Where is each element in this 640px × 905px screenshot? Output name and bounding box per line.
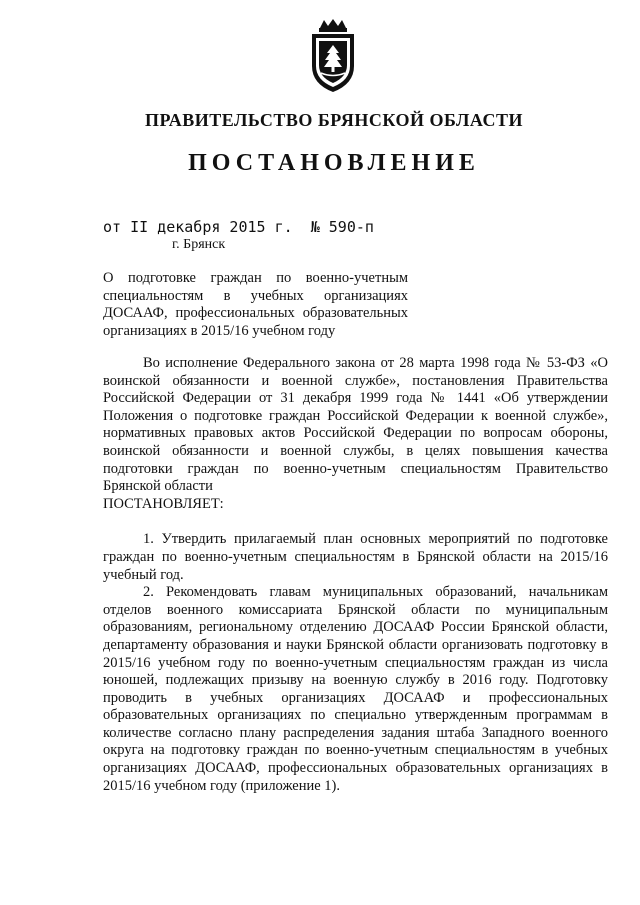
coat-of-arms-emblem xyxy=(302,18,364,94)
date-and-number: от II декабря 2015 г. № 590-п xyxy=(103,218,374,236)
document-type-title: ПОСТАНОВЛЕНИЕ xyxy=(188,150,480,176)
item-1-paragraph: 1. Утвердить прилагаемый план основных мероприятий по подготовке граждан по военно-учетным специальностям в Брянской области на 2015/16 учебный год. xyxy=(103,531,608,583)
government-name: ПРАВИТЕЛЬСТВО БРЯНСКОЙ ОБЛАСТИ xyxy=(145,110,523,130)
preamble-paragraph: Во исполнение Федерального закона от 28 марта 1998 года № 53-ФЗ «О воинской обязанности и военной службе», постановления Правительства Российской Федерации от 31 декабря 1999 года № 1441 «Об утверждении Положения о подготовке граждан Российской Федерации к военной службе», нормативных правовых актов Российской Федерации по вопросам обороны, воинской обязанности и военной службы, в целях повышения качества подготовки граждан по военно-учетным специальностям Правительство Брянской области xyxy=(103,355,608,495)
item-2-paragraph: 2. Рекомендовать главам муниципальных образований, начальникам отделов военного комиссариата Брянской области по муниципальным образованиям, региональному отделению ДОСААФ России Брянской области, департаменту образования и науки Брянской области организовать подготовку в 2015/16 учебном году по военно-учетным специальностям граждан из числа юношей, подлежащих призыву на военную службу в 2016 году. Подготовку проводить в учебных организациях ДОСААФ и профессиональных образовательных организациях по специально утвержденным программам в количестве согласно плану распределения задания штаба Западного военного округа на подготовку граждан по военно-учетным специальностям в учебных организациях ДОСААФ, профессиональных образовательных организациях в 2015/16 учебном году (приложение 1). xyxy=(103,584,608,794)
city-name: г. Брянск xyxy=(172,237,226,252)
document-body xyxy=(103,355,608,795)
resolves-heading: ПОСТАНОВЛЯЕТ: xyxy=(103,495,224,512)
document-subject: О подготовке граждан по военно-учетным специальностям в учебных организациях ДОСААФ, профессиональных образовательных организациях в 2015/16 учебном году xyxy=(103,270,408,339)
